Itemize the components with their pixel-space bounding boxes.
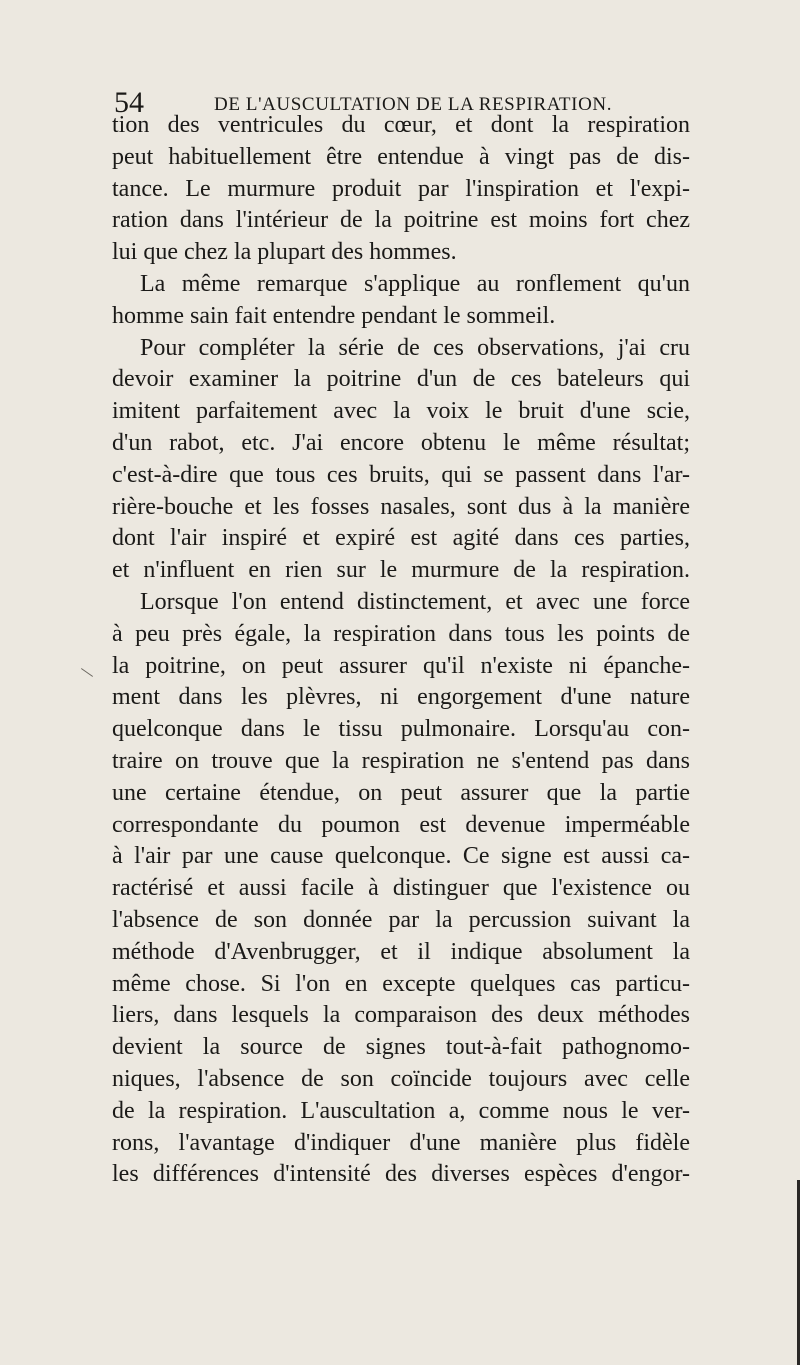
text-line: même chose. Si l'on en excepte quelques cas particu- [112, 970, 690, 997]
text-line: lui que chez la plupart des hommes. [112, 239, 457, 266]
text-line: imitent parfaitement avec la voix le bruit d'une scie, [112, 398, 690, 425]
text-line: ractérisé et aussi facile à distinguer que l'existence ou [112, 875, 690, 902]
text-line: ration dans l'intérieur de la poitrine est moins fort chez [112, 207, 690, 234]
text-line: quelconque dans le tissu pulmonaire. Lorsqu'au con- [112, 716, 690, 743]
text-line: c'est-à-dire que tous ces bruits, qui se passent dans l'ar- [112, 461, 690, 488]
body-text [112, 110, 690, 1191]
text-line: d'un rabot, etc. J'ai encore obtenu le même résultat; [112, 429, 690, 456]
text-line: et n'influent en rien sur le murmure de la respiration. [112, 557, 690, 584]
text-line: une certaine étendue, on peut assurer que la partie [112, 779, 690, 806]
text-line: de la respiration. L'auscultation a, comme nous le ver- [112, 1097, 690, 1124]
text-line: dont l'air inspiré et expiré est agité dans ces parties, [112, 525, 690, 552]
text-line: peut habituellement être entendue à vingt pas de dis- [112, 143, 690, 170]
text-line: Lorsque l'on entend distinctement, et avec une force [140, 588, 690, 615]
text-line: la poitrine, on peut assurer qu'il n'existe ni épanche- [112, 652, 690, 679]
text-line: tance. Le murmure produit par l'inspiration et l'expi- [112, 175, 690, 202]
text-line: devient la source de signes tout-à-fait pathognomo- [112, 1034, 690, 1061]
text-line: traire on trouve que la respiration ne s'entend pas dans [112, 747, 690, 774]
text-line: correspondante du poumon est devenue imperméable [112, 811, 690, 838]
text-line: niques, l'absence de son coïncide toujours avec celle [112, 1065, 690, 1092]
running-head: DE L'AUSCULTATION DE LA RESPIRATION. [214, 94, 613, 115]
text-line: ment dans les plèvres, ni engorgement d'une nature [112, 684, 690, 711]
text-line: tion des ventricules du cœur, et dont la respiration [112, 112, 690, 138]
text-line: Pour compléter la série de ces observations, j'ai cru [140, 334, 690, 361]
margin-mark [81, 668, 93, 677]
text-line: devoir examiner la poitrine d'un de ces bateleurs qui [112, 366, 690, 393]
text-line: à l'air par une cause quelconque. Ce signe est aussi ca- [112, 843, 690, 870]
text-line: liers, dans lesquels la comparaison des deux méthodes [112, 1002, 690, 1029]
text-line: homme sain fait entendre pendant le sommeil. [112, 302, 556, 329]
text-line: méthode d'Avenbrugger, et il indique absolument la [112, 938, 690, 965]
text-line: à peu près égale, la respiration dans tous les points de [112, 620, 690, 647]
text-line: les différences d'intensité des diverses espèces d'engor- [112, 1161, 690, 1188]
text-line: l'absence de son donnée par la percussion suivant la [112, 906, 690, 933]
text-line: rons, l'avantage d'indiquer d'une manière plus fidèle [112, 1129, 690, 1156]
page-number: 54 [114, 86, 144, 119]
text-line: rière-bouche et les fosses nasales, sont dus à la manière [112, 493, 690, 520]
text-line: La même remarque s'applique au ronflement qu'un [140, 270, 690, 297]
